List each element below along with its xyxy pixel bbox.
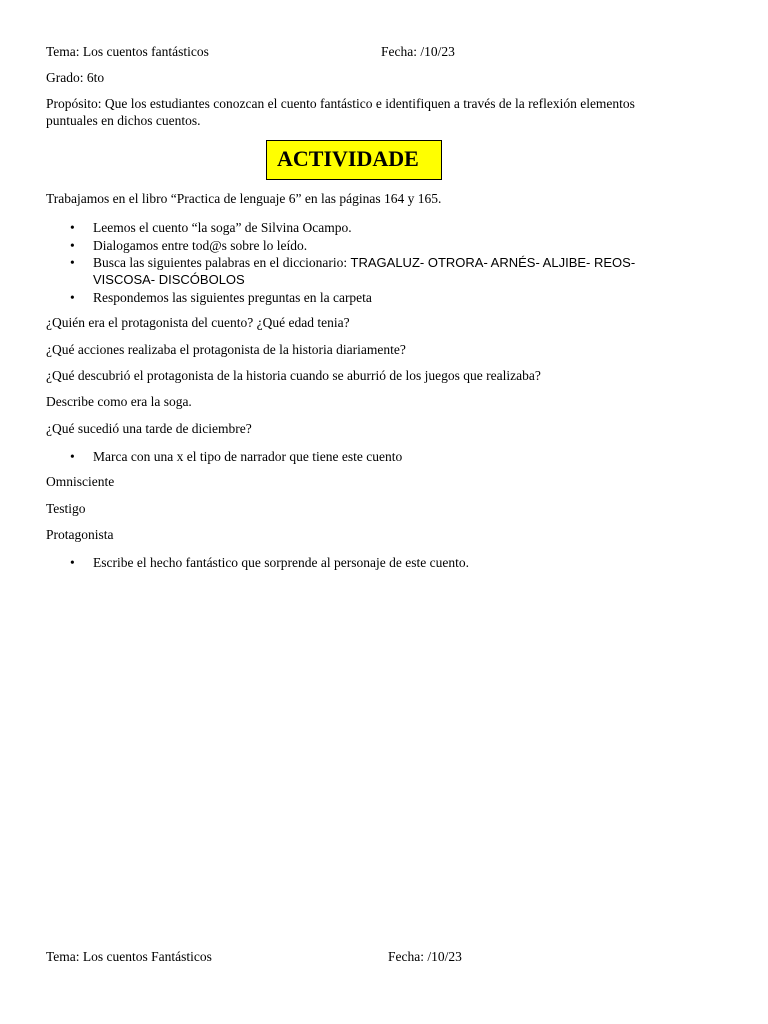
narrator-option-testigo: Testigo	[46, 501, 86, 516]
bullet-icon: •	[70, 220, 75, 235]
bullet-text: Leemos el cuento “la soga” de Silvina Ocampo.	[93, 220, 352, 235]
vocabulary-words: TRAGALUZ- OTRORA- ARNÉS- ALJIBE- REOS-	[350, 255, 636, 270]
question-1: ¿Quién era el protagonista del cuento? ¿Qué edad tenia?	[46, 315, 350, 330]
grado-label: Grado: 6to	[46, 70, 105, 85]
bullet-icon: •	[70, 290, 75, 305]
tema-label: Tema: Los cuentos fantásticos	[46, 44, 209, 59]
question-2: ¿Qué acciones realizaba el protagonista de la historia diariamente?	[46, 342, 406, 357]
footer-fecha-label: Fecha: /10/23	[388, 949, 462, 964]
bullet-text: Marca con una x el tipo de narrador que tiene este cuento	[93, 449, 403, 464]
activity-title: ACTIVIDADE	[266, 140, 442, 180]
footer-tema-label: Tema: Los cuentos Fantásticos	[46, 949, 212, 964]
question-4: Describe como era la soga.	[46, 394, 192, 409]
bullet-text-line-1	[93, 254, 683, 271]
narrator-option-protagonista: Protagonista	[46, 527, 114, 542]
question-5: ¿Qué sucedió una tarde de diciembre?	[46, 421, 252, 436]
vocabulary-words-line-2: VISCOSA- DISCÓBOLOS	[93, 272, 245, 287]
bullet-text: Dialogamos entre tod@s sobre lo leído.	[93, 238, 308, 253]
proposito-line-2: puntuales en dichos cuentos.	[46, 113, 201, 128]
bullet-icon: •	[70, 449, 75, 464]
intro-text: Trabajamos en el libro “Practica de lenguaje 6” en las páginas 164 y 165.	[46, 191, 442, 206]
bullet-text: Escribe el hecho fantástico que sorprende al personaje de este cuento.	[93, 555, 469, 570]
list-item	[70, 254, 690, 288]
question-3: ¿Qué descubrió el protagonista de la historia cuando se aburrió de los juegos que realizaba?	[46, 368, 541, 383]
proposito-line-1: Propósito: Que los estudiantes conozcan el cuento fantástico e identifiquen a través de la reflexión elementos	[46, 96, 635, 111]
narrator-option-omnisciente: Omnisciente	[46, 474, 115, 489]
bullet-icon: •	[70, 555, 75, 570]
bullet-icon: •	[70, 255, 75, 270]
fecha-label: Fecha: /10/23	[381, 44, 455, 59]
bullet-text: Respondemos las siguientes preguntas en la carpeta	[93, 290, 372, 305]
bullet-icon: •	[70, 238, 75, 253]
bullet-text: Busca las siguientes palabras en el diccionario:	[93, 255, 351, 270]
